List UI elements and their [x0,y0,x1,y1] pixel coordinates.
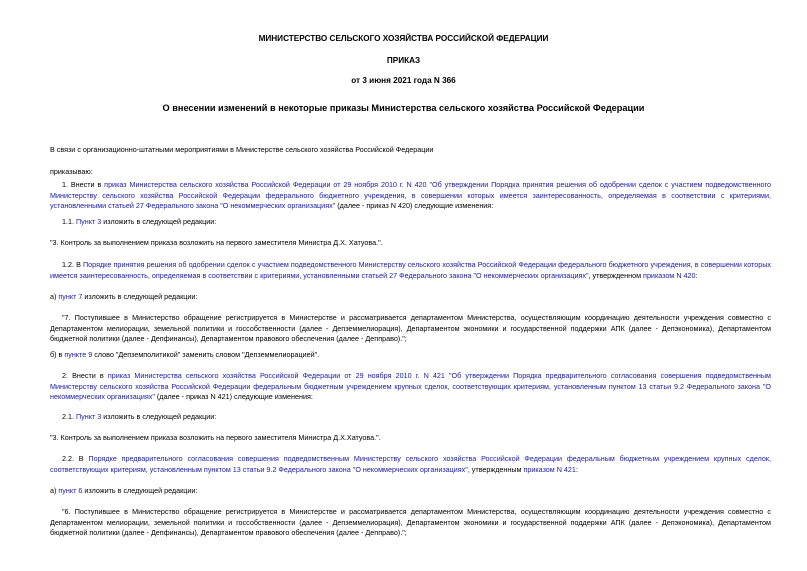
item-2-pre: 2. Внести в [62,371,108,380]
item-1-2-mid: , утвержденном [588,270,644,280]
item-2-1-post: изложить в следующей редакции: [101,412,217,421]
link-order-420[interactable]: приказ Министерства сельского хозяйства Российской Федерации от 29 ноября 2010 г. N 420 "Об утверждении Порядка принятия решения об одобрении сделок с участием подведомственного Министерству сельского хозяйства Российской Федерации федерального бюджетного учреждения, в совершении которых имеется заинтересованность, определяемая в соответствии с критериями, установленными статьей 27 Федерального закона "О некоммерческих организациях" [50,180,771,211]
preamble: В связи с организационно-штатными мероприятиями в Министерстве сельского хозяйства Российской Федерации [50,145,434,154]
item-1-pre: 1. Внести в [62,180,105,189]
link-order-421[interactable]: приказ Министерства сельского хозяйства Российской Федерации от 29 ноября 2010 г. N 421 "Об утверждении Порядка предварительного согласования совершения подведомственным Министерству сельского хозяйства Российской Федерации федеральным бюджетным учреждением крупных сделок, соответствующих критериям, установленным пунктом 13 статьи 9.2 Федерального закона "О некоммерческих организациях" [50,371,771,402]
item-1-2-a-quote: "7. Поступившее в Министерство обращение регистрируется в Министерстве и рассматривается департаментом Министерства, осуществляющим координацию деятельности учреждения совместно с Департаментом мелиорации, земельной политики и госсобственности (далее - Депземмелиорация), Департаментом экономики и государственной поддержки АПК (далее - Депэкономика), Департаментом бюджетной политики (далее - Депфинансы), Департаментом правового обеспечения (далее - Депправо)."; [50,313,771,344]
item-2-2-a-post: изложить в следующей редакции: [82,486,198,495]
link-order-420-short[interactable]: приказом N 420 [643,270,696,280]
doc-type-heading: ПРИКАЗ [386,56,421,65]
item-1-1 [50,217,771,228]
item-1-2-b-pre: б) в [50,350,65,359]
item-2-2-pre: 2.2. В [62,454,89,463]
item-1-1-pre: 1.1. [62,217,76,226]
item-1-2-b [50,350,771,361]
item-1-2-a-pre: а) [50,292,59,301]
item-1-2-pre: 1.2. В [62,260,84,269]
link-420-point-3[interactable]: Пункт 3 [76,217,102,226]
item-2-2 [50,454,771,475]
link-421-point-6[interactable]: пункт 6 [58,486,83,495]
item-1-1-quote: "3. Контроль за выполнением приказа возложить на первого заместителя Министра Д.Х. Хатуова.". [50,238,383,247]
document-title: О внесении изменений в некоторые приказы Министерства сельского хозяйства Российской Федерации [162,103,645,113]
item-2-2-mid: , утвержденным [467,464,524,474]
item-1-2 [50,260,771,281]
link-420-point-9[interactable]: пункте 9 [64,350,93,359]
order-word: приказываю: [50,167,93,176]
link-order-421-short[interactable]: приказом N 421 [523,464,576,474]
item-1-2-post: : [695,270,698,280]
item-1 [50,180,771,212]
item-2-1-quote: "3. Контроль за выполнением приказа возложить на первого заместителя Министра Д.Х.Хатуова.". [50,433,381,442]
ministry-heading: МИНИСТЕРСТВО СЕЛЬСКОГО ХОЗЯЙСТВА РОССИЙСКОЙ ФЕДЕРАЦИИ [258,34,549,43]
item-1-post: (далее - приказ N 420) следующие изменения: [335,201,494,211]
item-2-2-post: : [575,464,578,474]
item-1-2-a-post: изложить в следующей редакции: [82,292,198,301]
item-2 [50,371,771,403]
link-procedure-421[interactable]: Порядке предварительного согласования совершения подведомственным Министерству сельского хозяйства Российской Федерации федеральным бюджетным учреждением крупных сделок, соответствующих критериям, установленным пунктом 13 статьи 9.2 Федерального закона "О некоммерческих организациях" [50,454,771,474]
item-2-2-a-quote: "6. Поступившее в Министерство обращение регистрируется в Министерстве и рассматривается департаментом Министерства, осуществляющим координацию деятельности учреждения совместно с Департаментом мелиорации, земельной политики и госсобственности (далее - Депземмелиорация), Департаментом экономики и государственной поддержки АПК (далее - Депэкономика), Департаментом бюджетной политики (далее - Депфинансы), Департаментом правового обеспечения (далее - Депправо)."; [50,507,771,538]
link-420-point-7[interactable]: пункт 7 [58,292,83,301]
item-1-2-b-post: слово "Депземполитикой" заменить словом "Депземмелиорацией". [92,350,320,359]
link-421-point-3[interactable]: Пункт 3 [76,412,102,421]
item-2-post: (далее - приказ N 421) следующие изменения: [154,392,313,402]
item-1-2-a [50,292,771,303]
date-number-heading: от 3 июня 2021 года N 366 [351,76,456,85]
item-2-2-a-pre: а) [50,486,59,495]
item-1-1-post: изложить в следующей редакции: [101,217,217,226]
item-2-1-pre: 2.1. [62,412,76,421]
item-2-2-a [50,486,771,497]
item-2-1 [50,412,771,423]
link-procedure-420[interactable]: Порядке принятия решения об одобрении сделок с участием подведомственного Министерству сельского хозяйства Российской Федерации федерального бюджетного учреждения, в совершении которых имеется заинтересованность, определяемая в соответствии с критериями, установленными статьей 27 Федерального закона "О некоммерческих организациях" [50,260,771,280]
